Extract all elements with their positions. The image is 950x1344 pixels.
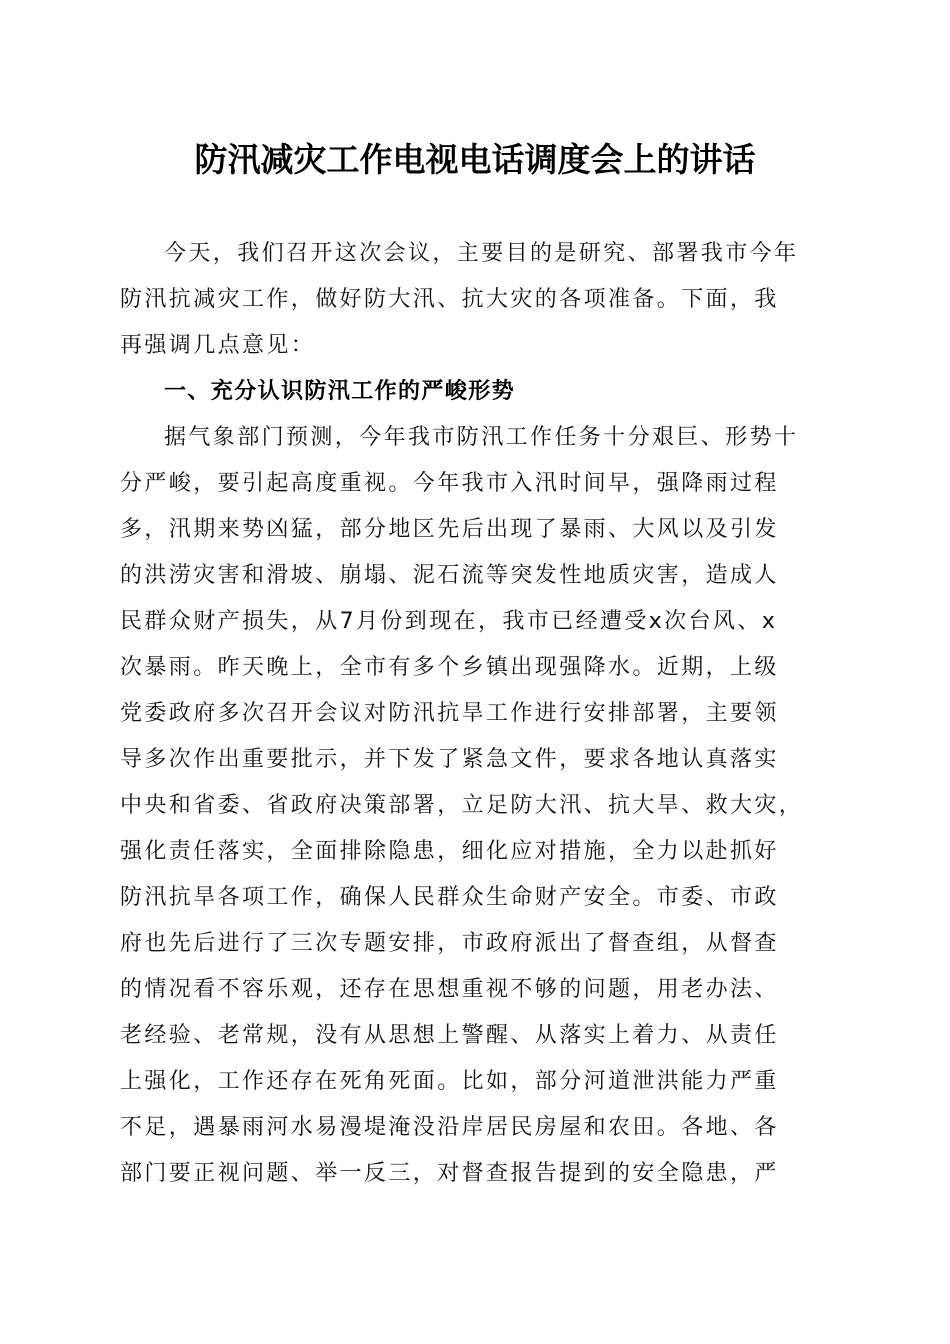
- paragraph-line: 导多次作出重要批示，并下发了紧急文件，要求各地认真落实: [120, 747, 779, 772]
- paragraph-line: 府也先后进行了三次专题安排，市政府派出了督查组，从督查: [120, 931, 779, 956]
- paragraph-line: 部门要正视问题、举一反三，对督查报告提到的安全隐患，严: [120, 1161, 779, 1186]
- paragraph-line: 党委政府多次召开会议对防汛抗旱工作进行安排部署，主要领: [120, 701, 779, 726]
- intro-line: 今天，我们召开这次会议，主要目的是研究、部署我市今年: [164, 241, 799, 266]
- paragraph-line: 民群众财产损失，从7月份到现在，我市已经遭受x次台风、x: [120, 609, 778, 634]
- intro-line: 再强调几点意见：: [120, 333, 316, 358]
- paragraph-line: 上强化，工作还存在死角死面。比如，部分河道泄洪能力严重: [120, 1069, 779, 1094]
- paragraph-line: 分严峻，要引起高度重视。今年我市入汛时间早，强降雨过程: [120, 471, 779, 496]
- paragraph-line: 中央和省委、省政府决策部署，立足防大汛、抗大旱、救大灾，: [120, 793, 804, 818]
- document-title: 防汛减灾工作电视电话调度会上的讲话: [194, 140, 756, 179]
- paragraph-line: 防汛抗旱各项工作，确保人民群众生命财产安全。市委、市政: [120, 885, 779, 910]
- paragraph-line: 据气象部门预测，今年我市防汛工作任务十分艰巨、形势十: [164, 425, 799, 450]
- paragraph-line: 次暴雨。昨天晚上，全市有多个乡镇出现强降水。近期，上级: [120, 655, 779, 680]
- paragraph-line: 强化责任落实，全面排除隐患，细化应对措施，全力以赴抓好: [120, 839, 779, 864]
- intro-line: 防汛抗减灾工作，做好防大汛、抗大灾的各项准备。下面，我: [120, 287, 779, 312]
- paragraph-line: 不足，遇暴雨河水易漫堤淹没沿岸居民房屋和农田。各地、各: [120, 1115, 779, 1140]
- section-heading: 一、充分认识防汛工作的严峻形势: [164, 379, 516, 404]
- paragraph-line: 的洪涝灾害和滑坡、崩塌、泥石流等突发性地质灾害，造成人: [120, 563, 779, 588]
- paragraph-line: 的情况看不容乐观，还存在思想重视不够的问题，用老办法、: [120, 977, 779, 1002]
- paragraph-line: 老经验、老常规，没有从思想上警醒、从落实上着力、从责任: [120, 1023, 779, 1048]
- paragraph-line: 多，汛期来势凶猛，部分地区先后出现了暴雨、大风以及引发: [120, 517, 779, 542]
